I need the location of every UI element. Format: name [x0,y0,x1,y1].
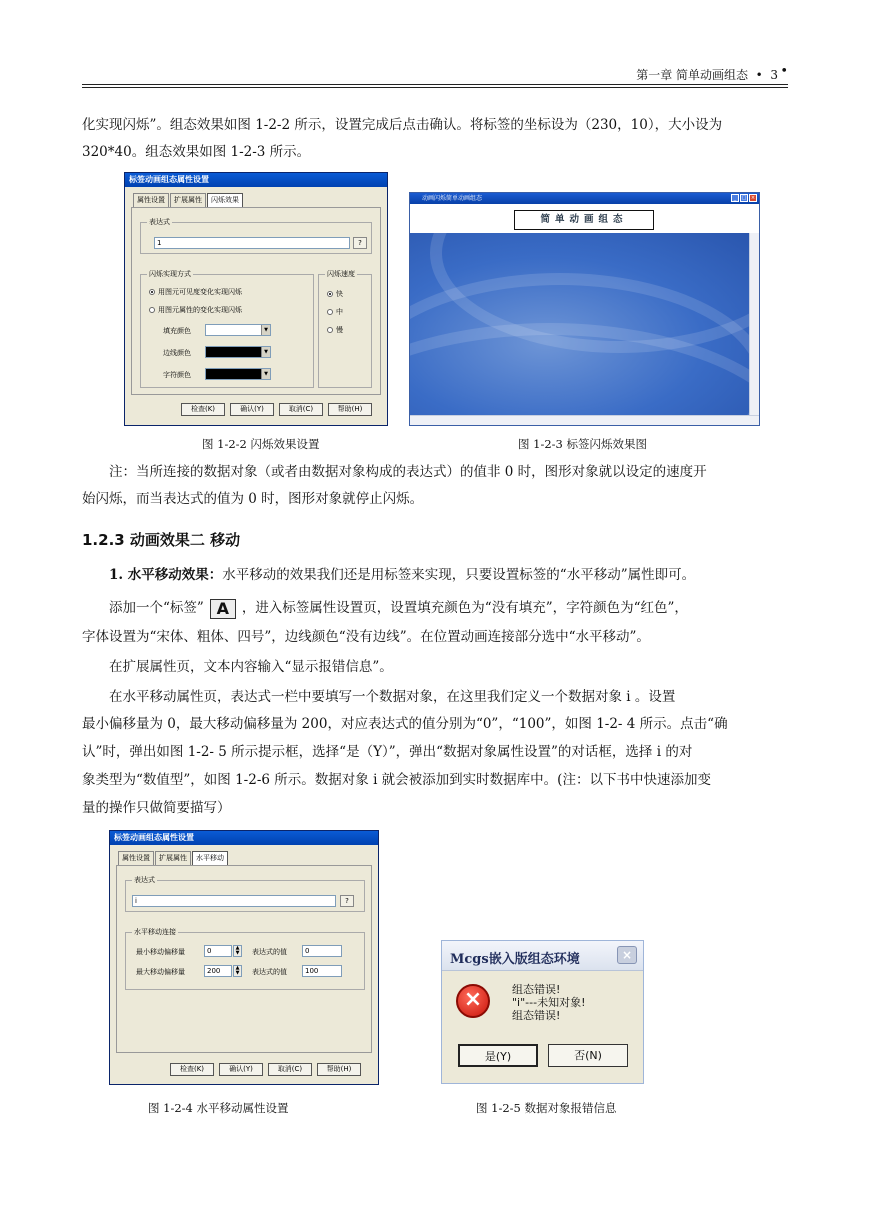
maximize-icon[interactable]: □ [741,195,747,201]
paragraph-4-line-3: 认”时，弹出如图 1-2- 5 所示提示框，选择“是（Y）”，弹出“数据对象属性设置”的对话框，选择 i 的对 [82,744,693,760]
expr-help-button[interactable]: ? [340,895,354,907]
min-offset-label: 最小移动偏移量 [136,948,185,956]
dialog-title: 标签动画组态属性设置 [110,831,378,845]
paragraph-4-line-1: 在水平移动属性页，表达式一栏中要填写一个数据对象，在这里我们定义一个数据对象 i 。设置 [109,689,676,705]
close-icon[interactable]: × [750,195,756,201]
chevron-down-icon: ▼ [261,325,270,335]
dialog-title: 标签动画组态属性设置 [125,173,387,187]
method-group-label: 闪烁实现方式 [149,270,191,278]
preview-background-image [410,233,749,415]
error-msg-line-2: "i"---未知对象! [512,996,586,1009]
speed-mid[interactable]: 中 [327,307,343,317]
confirm-button[interactable]: 确认(Y) [219,1063,263,1076]
tab-panel [116,865,372,1053]
page-header: 第一章 简单动画组态 • 3 • [82,64,788,86]
paragraph-4-line-4: 象类型为“数值型”，如图 1-2-6 所示。数据对象 i 就会被添加到实时数据库中。(注：以下书中快速添加变 [82,772,711,788]
header-dot-icon: • [780,64,788,79]
paragraph-3: 在扩展属性页，文本内容输入“显示报错信息”。 [109,659,393,675]
caption-fig-1-2-3: 图 1-2-3 标签闪烁效果图 [518,437,648,451]
max-offset-label: 最大移动偏移量 [136,968,185,976]
tab-horizontal-move[interactable]: 水平移动 [192,851,228,865]
header-rule [82,84,788,85]
error-message-box [441,940,644,1084]
confirm-button[interactable]: 确认(Y) [230,403,274,416]
flash-settings-dialog [124,172,388,426]
expr-value-label-2: 表达式的值 [252,968,287,976]
page-number: 3 [770,68,778,82]
cancel-button[interactable]: 取消(C) [268,1063,312,1076]
expr-label: 表达式 [149,218,170,226]
error-icon: × [456,984,490,1018]
expr-input[interactable]: i [132,895,336,907]
help-button[interactable]: 帮助(H) [328,403,372,416]
cancel-button[interactable]: 取消(C) [279,403,323,416]
max-offset-input[interactable]: 200 [204,965,232,977]
error-message [512,983,586,1022]
paragraph-4-line-5: 量的操作只做简要描写） [82,800,231,816]
dialog-tabs [133,193,244,207]
chevron-down-icon: ▼ [261,347,270,357]
horizontal-scrollbar[interactable] [410,415,759,425]
check-button[interactable]: 检查(K) [181,403,225,416]
close-icon[interactable]: × [617,946,637,964]
radio-icon [327,291,333,297]
window-controls [730,194,757,202]
preview-title: 动画闪烁简单动画组态 [422,195,483,202]
minimize-icon[interactable]: _ [731,194,739,202]
paragraph-2-line-2: 字体设置为“宋体、粗体、四号”，边线颜色“没有边线”。在位置动画连接部分选中“水平移动”。 [82,629,650,645]
radio-icon [149,289,155,295]
tab-extended[interactable]: 扩展属性 [155,851,191,865]
tab-property[interactable]: 属性设置 [133,193,169,207]
help-button[interactable]: 帮助(H) [317,1063,361,1076]
method-option-1[interactable]: 用图元可见度变化实现闪烁 [149,287,242,297]
yes-button[interactable]: 是(Y) [458,1044,538,1067]
paragraph-1 [82,563,788,588]
caption-fig-1-2-5: 图 1-2-5 数据对象报错信息 [476,1101,617,1115]
horizontal-move-dialog [109,830,379,1085]
speed-slow[interactable]: 慢 [327,325,343,335]
paragraph-2-line-1: 添加一个“标签” A ，进入标签属性设置页，设置填充颜色为“没有填充”，字符颜色为“红色”， [109,598,688,618]
vertical-scrollbar[interactable] [749,233,759,415]
method-option-2[interactable]: 用图元属性的变化实现闪烁 [149,305,242,315]
radio-icon [327,309,333,315]
intro-line-1: 化实现闪烁”。组态效果如图 1-2-2 所示，设置完成后点击确认。将标签的坐标设为（230，10），大小设为 [82,117,723,133]
check-button[interactable]: 检查(K) [170,1063,214,1076]
label-tool-icon: A [210,599,236,619]
error-titlebar [442,941,643,971]
radio-icon [149,307,155,313]
paragraph-1-text: 水平移动的效果我们还是用标签来实现，只要设置标签的“水平移动”属性即可。 [222,567,696,583]
char-color-label: 字符颜色 [163,371,191,379]
line-color-label: 边线颜色 [163,349,191,357]
expr-input[interactable]: 1 [154,237,350,249]
move-group-label: 水平移动连接 [134,928,176,936]
note-line-1: 注：当所连接的数据对象（或者由数据对象构成的表达式）的值非 0 时，图形对象就以设定的速度开 [109,464,707,480]
chevron-down-icon: ▼ [261,369,270,379]
expr-group [140,218,372,254]
radio-icon [327,327,333,333]
flash-preview-window [409,192,760,426]
fill-color-select[interactable] [205,324,271,336]
min-offset-input[interactable]: 0 [204,945,232,957]
flash-label[interactable]: 简单动画组态 [514,210,654,230]
dialog-tabs [118,851,229,865]
speed-fast[interactable]: 快 [327,289,343,299]
header-rule-2 [82,87,788,88]
no-button[interactable]: 否(N) [548,1044,628,1067]
expr-group [125,876,365,912]
expr-value-input-1[interactable]: 0 [302,945,342,957]
fill-color-label: 填充颜色 [163,327,191,335]
paragraph-4-line-2: 最小偏移量为 0，最大移动偏移量为 200，对应表达式的值分别为“0”，“100”，如图 1-2- 4 所示。点击“确 [82,716,728,732]
tab-property[interactable]: 属性设置 [118,851,154,865]
section-heading: 1.2.3 动画效果二 移动 [82,531,241,549]
preview-top-area [410,204,759,232]
char-color-select[interactable] [205,368,271,380]
speed-group [318,270,372,388]
error-msg-line-1: 组态错误! [512,983,561,996]
line-color-select[interactable] [205,346,271,358]
speed-group-label: 闪烁速度 [327,270,355,278]
error-msg-line-3: 组态错误! [512,1009,561,1022]
error-title: Mcgs嵌入版组态环境 [450,952,580,967]
caption-fig-1-2-4: 图 1-2-4 水平移动属性设置 [148,1101,289,1115]
move-connection-group [125,928,365,990]
expr-value-input-2[interactable]: 100 [302,965,342,977]
expr-help-button[interactable]: ? [353,237,367,249]
caption-fig-1-2-2: 图 1-2-2 闪烁效果设置 [202,437,320,451]
note-line-2: 始闪烁，而当表达式的值为 0 时，图形对象就停止闪烁。 [82,491,424,507]
expr-value-label-1: 表达式的值 [252,948,287,956]
preview-titlebar [410,193,759,204]
paragraph-1-lead: 1. 水平移动效果： [109,567,223,583]
min-offset-spinner[interactable]: ▲ ▼ [233,945,242,957]
intro-line-2: 320*40。组态效果如图 1-2-3 所示。 [82,144,311,160]
tab-extended[interactable]: 扩展属性 [170,193,206,207]
method-group [140,270,314,388]
expr-label: 表达式 [134,876,155,884]
max-offset-spinner[interactable]: ▲ ▼ [233,965,242,977]
chapter-title: 第一章 简单动画组态 [636,68,749,82]
tab-flash[interactable]: 闪烁效果 [207,193,243,207]
tab-panel [131,207,381,395]
